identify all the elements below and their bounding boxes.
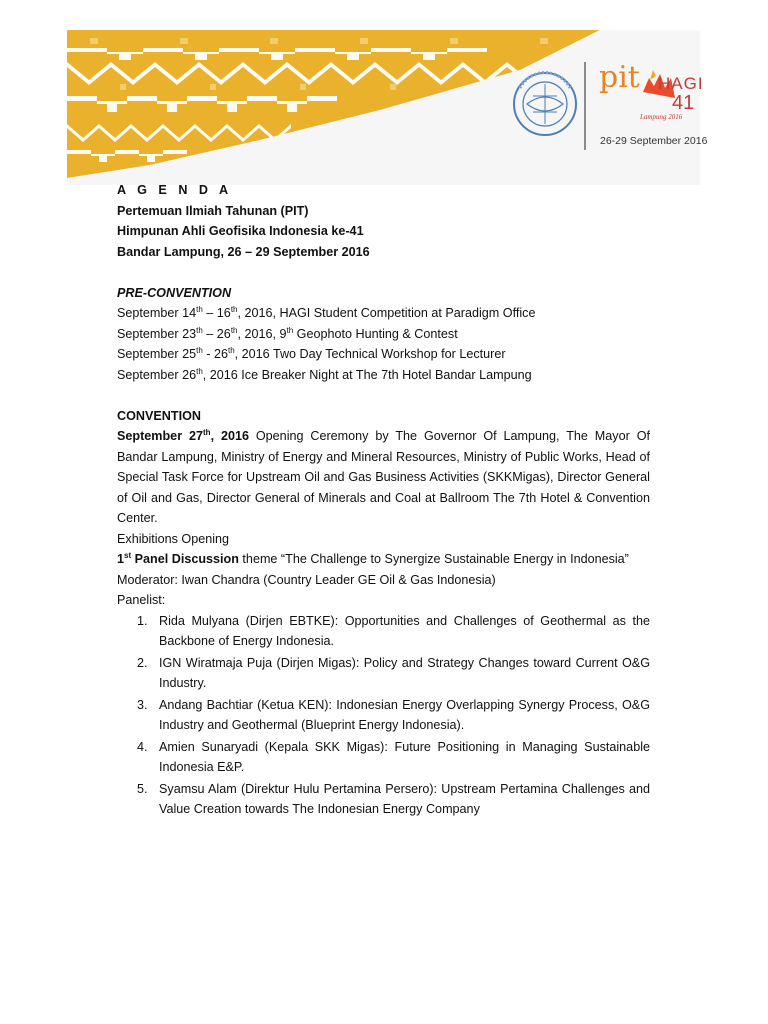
list-item: 5. Syamsu Alam (Direktur Hulu Pertamina Persero): Upstream Pertamina Challenges and Value Creation towards The Indonesian Energy Company xyxy=(137,781,650,816)
event-location-date: Bandar Lampung, 26 – 29 September 2016 xyxy=(117,244,370,259)
pre-convention-item: September 23th – 26th, 2016, 9th Geophoto Hunting & Contest xyxy=(117,325,458,341)
logo-pit-text: pit xyxy=(599,60,640,95)
agenda-heading: A G E N D A xyxy=(117,183,233,197)
moderator-line: Moderator: Iwan Chandra (Country Leader GE Oil & Gas Indonesia) xyxy=(117,572,496,587)
tapis-pattern xyxy=(0,0,768,190)
logo-edition-text: 41 xyxy=(672,92,695,114)
agenda-document xyxy=(117,180,650,821)
list-item: 1. Rida Mulyana (Dirjen EBTKE): Opportunities and Challenges of Geothermal as the Backbone of Energy Indonesia. xyxy=(137,613,650,648)
list-item: 2. IGN Wiratmaja Puja (Dirjen Migas): Policy and Strategy Changes toward Current O&G Industry. xyxy=(137,655,650,690)
hagi-seal-icon xyxy=(514,73,576,135)
pre-convention-item: September 25th - 26th, 2016 Two Day Technical Workshop for Lecturer xyxy=(117,345,506,361)
convention-heading: CONVENTION xyxy=(117,408,201,423)
list-item: 3. Andang Bachtiar (Ketua KEN): Indonesian Energy Overlapping Synergy Process, O&G Industry and Geothermal (Blueprint Energy Indonesia). xyxy=(137,697,650,732)
pre-convention-item: September 26th, 2016 Ice Breaker Night at The 7th Hotel Bandar Lampung xyxy=(117,366,532,382)
event-name: Pertemuan Ilmiah Tahunan (PIT) xyxy=(117,203,309,218)
pre-convention-item: September 14th – 16th, 2016, HAGI Student Competition at Paradigm Office xyxy=(117,304,536,320)
panelist-label: Panelist: xyxy=(117,593,166,607)
logo-hagi-text: HAGI xyxy=(658,74,704,93)
panel-discussion-title: 1st Panel Discussion theme “The Challenge to Synergize Sustainable Energy in Indonesia” xyxy=(117,550,629,566)
organization-name: Himpunan Ahli Geofisika Indonesia ke-41 xyxy=(117,224,364,238)
logo-subtitle: Lampung 2016 xyxy=(640,113,683,121)
pre-convention-heading: PRE-CONVENTION xyxy=(117,285,232,300)
list-item: 4. Amien Sunaryadi (Kepala SKK Migas): Future Positioning in Managing Sustainable Indonesia E&P. xyxy=(137,739,650,774)
event-dates: 26-29 September 2016 xyxy=(600,135,708,147)
exhibitions-opening: Exhibitions Opening xyxy=(117,531,230,546)
header-banner xyxy=(0,0,768,190)
panelist-list xyxy=(117,611,650,820)
opening-ceremony-paragraph: September 27th, 2016 Opening Ceremony by The Governor Of Lampung, The Mayor Of Bandar Lampung, Ministry of Energy and Mineral Resources, Ministry of Public Works, Head of Special Task Force for Upstream Oil and Gas Business Activities (SKKMigas), Director General of Oil and Gas, Director General of Minerals and Coal at Ballroom The 7th Hotel & Convention Center. xyxy=(117,427,650,525)
